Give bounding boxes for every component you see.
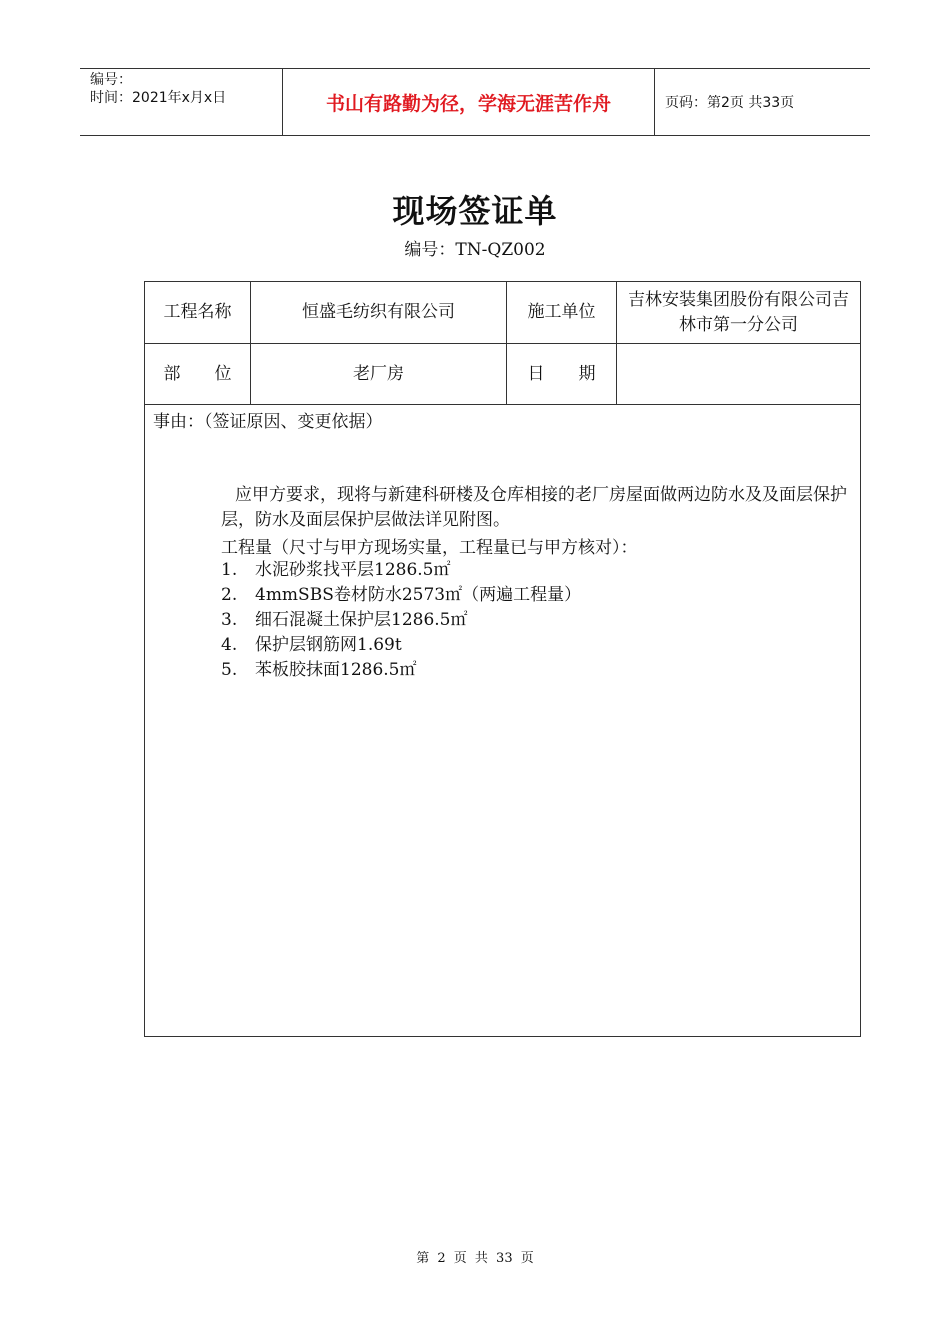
list-item [221,558,581,583]
document-title: 现场签证单 [392,192,558,230]
location-label: 部 位 [145,344,251,404]
item-number: 2. [221,585,238,605]
list-item [221,633,581,658]
header-page-info: 页码：第2页 共33页 [665,95,795,111]
reason-label: 事由：（签证原因、变更依据） [153,412,383,432]
date-value [617,344,860,404]
project-name-value: 恒盛毛纺织有限公司 [251,282,507,343]
form-row-location [145,344,860,405]
quantity-list [221,558,581,683]
list-item [221,608,581,633]
item-number: 1. [221,560,238,580]
page-footer: 第 2 页 共 33 页 [416,1251,534,1266]
header-number-label: 编号： [90,72,132,88]
contractor-value: 吉林安装集团股份有限公司吉林市第一分公司 [628,289,849,335]
item-text: 4mmSBS卷材防水2573㎡（两遍工程量） [255,585,582,605]
contractor-label: 施工单位 [507,282,617,343]
item-text: 水泥砂浆找平层1286.5㎡ [255,560,451,580]
header-time-label: 时间：2021年x月x日 [90,90,227,106]
list-item [221,658,581,683]
location-value: 老厂房 [251,344,507,404]
item-text: 细石混凝土保护层1286.5㎡ [255,610,468,630]
visa-form [144,281,861,1037]
item-text: 苯板胶抹面1286.5㎡ [255,660,417,680]
reason-paragraph: 应甲方要求，现将与新建科研楼及仓库相接的老厂房屋面做两边防水及及面层保护层，防水及面层保护层做法详见附图。 [221,485,847,530]
item-number: 5. [221,660,238,680]
project-name-label: 工程名称 [145,282,251,343]
document-number: 编号：TN-QZ002 [404,240,546,260]
list-item [221,583,581,608]
quantity-label: 工程量（尺寸与甲方现场实量，工程量已与甲方核对）： [221,538,638,558]
item-number: 4. [221,635,238,655]
item-number: 3. [221,610,238,630]
date-label: 日 期 [507,344,617,404]
header-motto: 书山有路勤为径，学海无涯苦作舟 [282,69,655,135]
form-row-project [145,282,860,344]
header-meta [80,69,282,135]
item-text: 保护层钢筋网1.69t [255,635,402,655]
page-header [80,68,870,136]
